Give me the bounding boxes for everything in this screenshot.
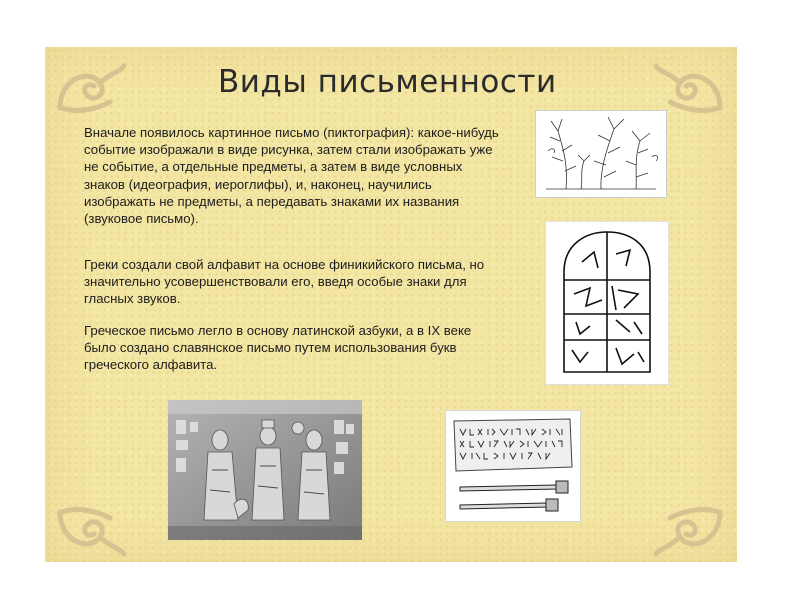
paragraph-greek-alphabet: Греки создали свой алфавит на основе финикийского письма, но значительно усовершенствовали его, введя особые знаки для гласных звуков. xyxy=(84,257,485,307)
paragraph-pictography: Вначале появилось картинное письмо (пиктография): какое-нибудь событие изображали в виде рисунка, затем стали изображать уже не событие, а отдельные предметы, а затем в виде условных знаков (идеография, иероглифы), и, наконец, научились изображать не предметы, а передавать знаками их названия (звуковое письмо). xyxy=(84,125,499,227)
corner-ornament-top-left xyxy=(50,58,130,118)
paragraph-slavic-writing: Греческое письмо легло в основу латинской азбуки, а в IX веке было создано славянское письмо путем использования букв греческого алфавита. xyxy=(84,323,472,373)
corner-ornament-top-right xyxy=(650,58,730,118)
slide-title: Виды письменности xyxy=(218,64,557,100)
corner-ornament-bottom-left xyxy=(50,502,130,562)
cylinder-seal-relief-image xyxy=(168,400,362,540)
pictograph-plants-image xyxy=(535,110,667,198)
corner-ornament-bottom-right xyxy=(650,502,730,562)
early-script-tablet-image xyxy=(546,222,668,384)
birch-bark-letter-image xyxy=(445,410,581,522)
